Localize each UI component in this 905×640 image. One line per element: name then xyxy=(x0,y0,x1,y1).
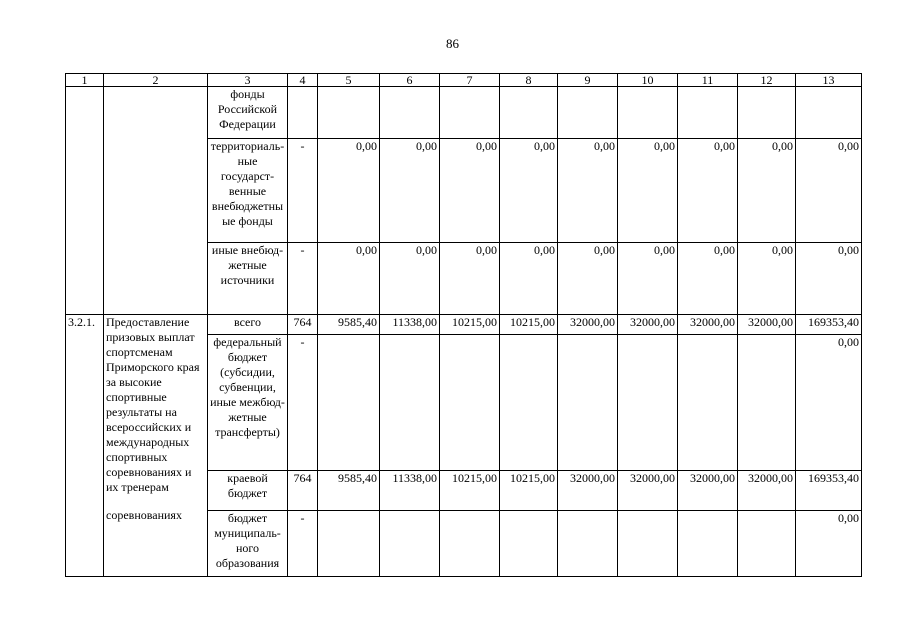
value-cell xyxy=(318,87,380,139)
funding-source-cell: территориаль-ные государст-венные внебюджетны ые фонды xyxy=(208,139,288,243)
funding-source-cell: федеральный бюджет (субсидии, субвенции, иные межбюд-жетные трансферты) xyxy=(208,335,288,471)
value-cell: 0,00 xyxy=(558,139,618,243)
value-cell: 169353,40 xyxy=(796,315,862,335)
value-cell xyxy=(558,87,618,139)
value-cell: 9585,40 xyxy=(318,315,380,335)
value-cell: 0,00 xyxy=(738,139,796,243)
item-name: Предоставление призовых выплат спортсменам Приморского края за высокие спортивные результаты на всероссийских и международных спортивных соревнованиях и их тренерам xyxy=(106,315,200,494)
value-cell: 0,00 xyxy=(796,243,862,315)
value-cell: 0,00 xyxy=(558,243,618,315)
column-header: 1 xyxy=(66,74,104,87)
column-header: 12 xyxy=(738,74,796,87)
funding-source-cell: краевой бюджет xyxy=(208,471,288,511)
value-cell xyxy=(500,511,558,577)
value-cell: 32000,00 xyxy=(618,315,678,335)
value-cell: 32000,00 xyxy=(618,471,678,511)
value-cell: 32000,00 xyxy=(558,315,618,335)
column-header: 7 xyxy=(440,74,500,87)
value-cell xyxy=(738,87,796,139)
column-header: 6 xyxy=(380,74,440,87)
value-cell xyxy=(618,511,678,577)
value-cell xyxy=(318,511,380,577)
code-cell: - xyxy=(288,335,318,471)
value-cell: 0,00 xyxy=(796,511,862,577)
value-cell xyxy=(440,335,500,471)
funding-source-cell: фонды Российской Федерации xyxy=(208,87,288,139)
code-cell: - xyxy=(288,243,318,315)
item-index: 3.2.1. xyxy=(66,315,104,577)
column-header: 9 xyxy=(558,74,618,87)
value-cell: 0,00 xyxy=(618,243,678,315)
value-cell: 0,00 xyxy=(380,139,440,243)
value-cell: 169353,40 xyxy=(796,471,862,511)
value-cell xyxy=(618,335,678,471)
column-header: 2 xyxy=(104,74,208,87)
value-cell xyxy=(380,87,440,139)
value-cell xyxy=(678,335,738,471)
item-name-cell xyxy=(104,315,208,577)
funding-source-cell: бюджет муниципаль-ного образования xyxy=(208,511,288,577)
value-cell xyxy=(500,335,558,471)
value-cell: 0,00 xyxy=(796,335,862,471)
column-header: 10 xyxy=(618,74,678,87)
column-header-row xyxy=(66,74,862,87)
value-cell xyxy=(738,511,796,577)
table-row xyxy=(66,315,862,335)
value-cell: 0,00 xyxy=(618,139,678,243)
value-cell: 0,00 xyxy=(318,243,380,315)
empty-cell xyxy=(104,87,208,315)
value-cell: 0,00 xyxy=(500,139,558,243)
column-header: 5 xyxy=(318,74,380,87)
value-cell: 0,00 xyxy=(678,243,738,315)
code-cell xyxy=(288,87,318,139)
value-cell xyxy=(440,511,500,577)
budget-table xyxy=(65,73,862,577)
funding-source-cell: всего xyxy=(208,315,288,335)
value-cell: 11338,00 xyxy=(380,315,440,335)
value-cell: 9585,40 xyxy=(318,471,380,511)
value-cell xyxy=(500,87,558,139)
value-cell xyxy=(440,87,500,139)
value-cell xyxy=(380,335,440,471)
value-cell xyxy=(558,335,618,471)
code-cell: 764 xyxy=(288,471,318,511)
value-cell: 0,00 xyxy=(796,139,862,243)
page-number: 86 xyxy=(446,36,459,51)
value-cell: 0,00 xyxy=(738,243,796,315)
value-cell: 10215,00 xyxy=(500,471,558,511)
value-cell: 32000,00 xyxy=(738,315,796,335)
code-cell: - xyxy=(288,511,318,577)
value-cell: 0,00 xyxy=(678,139,738,243)
column-header: 11 xyxy=(678,74,738,87)
value-cell: 32000,00 xyxy=(678,315,738,335)
table-row xyxy=(66,87,862,139)
code-cell: 764 xyxy=(288,315,318,335)
value-cell: 32000,00 xyxy=(738,471,796,511)
column-header: 8 xyxy=(500,74,558,87)
item-name-continuation: соревнованиях xyxy=(106,508,182,522)
column-header: 3 xyxy=(208,74,288,87)
value-cell: 0,00 xyxy=(440,139,500,243)
value-cell xyxy=(618,87,678,139)
column-header: 13 xyxy=(796,74,862,87)
value-cell: 11338,00 xyxy=(380,471,440,511)
value-cell: 10215,00 xyxy=(440,471,500,511)
code-cell: - xyxy=(288,139,318,243)
value-cell xyxy=(380,511,440,577)
value-cell xyxy=(318,335,380,471)
value-cell: 32000,00 xyxy=(558,471,618,511)
value-cell xyxy=(558,511,618,577)
value-cell xyxy=(796,87,862,139)
value-cell: 0,00 xyxy=(440,243,500,315)
value-cell xyxy=(678,511,738,577)
value-cell: 0,00 xyxy=(380,243,440,315)
value-cell xyxy=(678,87,738,139)
value-cell: 10215,00 xyxy=(440,315,500,335)
value-cell: 0,00 xyxy=(500,243,558,315)
funding-source-cell: иные внебюд-жетные источники xyxy=(208,243,288,315)
value-cell: 32000,00 xyxy=(678,471,738,511)
value-cell: 10215,00 xyxy=(500,315,558,335)
value-cell xyxy=(738,335,796,471)
column-header: 4 xyxy=(288,74,318,87)
value-cell: 0,00 xyxy=(318,139,380,243)
empty-cell xyxy=(66,87,104,315)
